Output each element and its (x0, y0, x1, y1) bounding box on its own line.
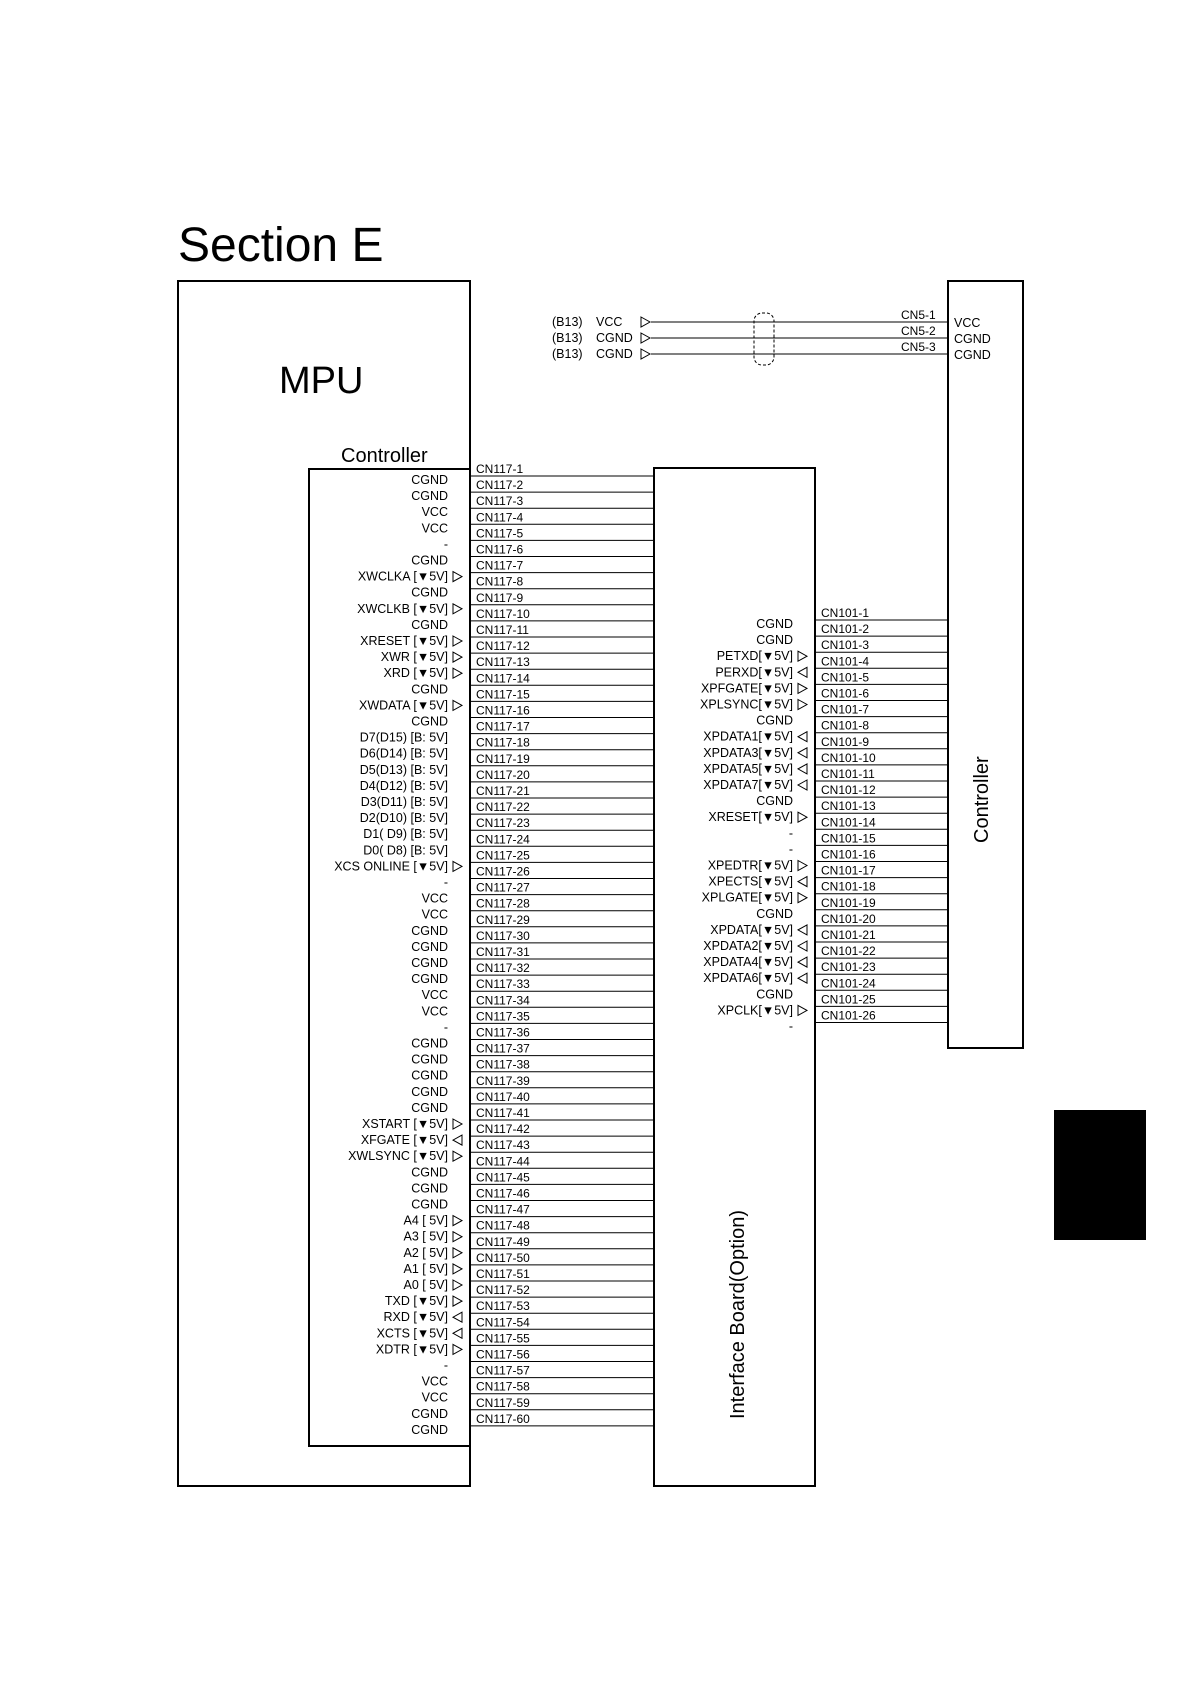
cn101-signal-label: - (788, 826, 793, 841)
cn117-pin-label: CN117-1 (476, 462, 524, 476)
cn117-signal-label: VCC (421, 891, 448, 906)
cn101-pin-label: CN101-13 (821, 799, 876, 814)
cn117-pin-label: CN117-2 (476, 478, 524, 493)
cn101-pin-label: CN101-26 (821, 1008, 876, 1023)
input-arrow-icon (798, 973, 807, 983)
cn117-pin-label: CN117-14 (476, 671, 530, 686)
output-arrow-icon (798, 1005, 807, 1015)
cn101-pin-label: CN101-22 (821, 944, 876, 959)
output-arrow-icon (453, 652, 462, 662)
cn117-pin-label: CN117-19 (476, 751, 530, 766)
cn101-signal-label: CGND (756, 633, 793, 648)
cn117-pin-label: CN117-15 (476, 687, 530, 702)
cn101-signal-label: XPLGATE[▼5V] (701, 890, 793, 905)
cn117-pin-label: CN117-54 (476, 1315, 530, 1330)
cn117-signal-label: XRESET [▼5V] (360, 634, 448, 648)
output-arrow-icon (453, 1248, 462, 1258)
cn117-signal-label: D5(D13) [B: 5V] (359, 762, 448, 777)
cn117-pin-label: CN117-42 (476, 1122, 530, 1137)
cn101-pin-label: CN101-9 (821, 734, 870, 749)
cn117-signal-label: CGND (411, 1197, 448, 1212)
cn117-signal-label: CGND (411, 553, 448, 568)
cn101-signal-label: XPCLK[▼5V] (717, 1003, 793, 1018)
cn117-pin-label: CN117-23 (476, 816, 530, 831)
cn117-pin-label: CN117-39 (476, 1073, 530, 1088)
output-arrow-icon (798, 700, 807, 710)
cn117-signal-label: - (443, 537, 448, 552)
power-dest-label: VCC (954, 316, 981, 330)
cn117-signal-label: A3 [ 5V] (403, 1229, 448, 1244)
cn117-pin-label: CN117-46 (476, 1186, 530, 1201)
cn101-pin-label: CN101-15 (821, 831, 876, 846)
cn117-signal-label: VCC (421, 1004, 448, 1019)
cn117-pin-label: CN117-11 (476, 623, 529, 637)
cn117-signal-label: VCC (421, 988, 448, 1003)
shield-bundle (754, 313, 774, 365)
cn117-pin-label: CN117-29 (476, 912, 530, 927)
cn117-pin-label: CN117-58 (476, 1379, 530, 1394)
cn117-pin-label: CN117-51 (476, 1267, 530, 1281)
cn117-signal-label: CGND (411, 1181, 448, 1196)
cn117-signal-label: CGND (411, 939, 448, 954)
output-arrow-icon (798, 861, 807, 871)
cn117-pin-label: CN117-48 (476, 1218, 530, 1233)
input-arrow-icon (798, 764, 807, 774)
cn101-signal-label: CGND (756, 987, 793, 1002)
cn117-pin-label: CN117-7 (476, 558, 524, 573)
cn117-signal-label: VCC (421, 1374, 448, 1389)
cn101-signal-label: XPDATA7[▼5V] (703, 778, 793, 792)
cn117-pin-label: CN117-25 (476, 848, 530, 863)
cn101-pin-label: CN101-14 (821, 815, 876, 830)
cn101-signal-label: PETXD[▼5V] (716, 649, 793, 664)
cn117-pin-label: CN117-53 (476, 1299, 530, 1314)
cn117-signal-label: - (443, 1020, 448, 1035)
cn117-pin-label: CN117-6 (476, 542, 524, 557)
cn117-signal-label: XWDATA [▼5V] (358, 698, 448, 713)
input-arrow-icon (453, 1328, 462, 1338)
cn101-pin-label: CN101-8 (821, 718, 870, 733)
cn101-pin-label: CN101-12 (821, 783, 876, 798)
cn101-signal-label: XPFGATE[▼5V] (700, 681, 793, 696)
cn117-signal-label: CGND (411, 1036, 448, 1051)
cn101-signal-label: XPEDTR[▼5V] (707, 858, 793, 873)
cn117-signal-label: CGND (411, 1165, 448, 1180)
cn117-pin-label: CN117-52 (476, 1283, 530, 1298)
page-title: Section E (178, 219, 384, 272)
output-arrow-icon (798, 893, 807, 903)
input-arrow-icon (798, 877, 807, 887)
cn117-signal-label: CGND (411, 972, 448, 987)
cn117-signal-label: CGND (411, 1052, 448, 1067)
cn101-pin-label: CN101-16 (821, 847, 876, 862)
cn117-pin-label: CN117-60 (476, 1411, 530, 1426)
cn117-pin-label: CN117-50 (476, 1250, 530, 1265)
cn101-signal-label: - (788, 842, 793, 857)
power-signal-label: CGND (596, 347, 633, 361)
cn117-signal-label: XWR [▼5V] (380, 650, 448, 665)
cn117-signal-label: D1( D9) [B: 5V] (363, 827, 448, 842)
power-ref-label: (B13) (552, 347, 583, 361)
cn117-signal-label: CGND (411, 956, 448, 970)
cn117-signal-label: VCC (421, 907, 448, 922)
cn117-pin-label: CN117-30 (476, 928, 530, 943)
power-pin-label: CN5-1 (901, 308, 936, 322)
cn117-pin-label: CN117-31 (476, 945, 530, 959)
cn117-pin-label: CN117-45 (476, 1170, 530, 1185)
cn101-pin-label: CN101-7 (821, 702, 870, 717)
output-arrow-icon (453, 700, 462, 710)
cn101-pin-label: CN101-17 (821, 863, 876, 878)
cn101-pin-label: CN101-19 (821, 895, 876, 910)
cn101-pin-label: CN101-20 (821, 911, 876, 926)
output-arrow-icon (453, 1119, 462, 1129)
cn117-pin-label: CN117-37 (476, 1041, 530, 1056)
cn117-signal-label: XWLSYNC [▼5V] (348, 1149, 448, 1164)
cn117-signal-label: XWCLKB [▼5V] (357, 601, 448, 616)
cn117-pin-label: CN117-20 (476, 767, 530, 782)
cn117-pin-label: CN117-47 (476, 1202, 530, 1217)
cn101-signal-label: PERXD[▼5V] (715, 665, 793, 680)
cn117-signal-label: CGND (411, 714, 448, 729)
cn117-signal-label: CGND (411, 682, 448, 697)
cn117-pin-label: CN117-3 (476, 494, 524, 509)
cn101-signal-label: CGND (756, 713, 793, 728)
output-arrow-icon (453, 1216, 462, 1226)
cn117-signal-label: CGND (411, 585, 448, 600)
output-arrow-icon (453, 1280, 462, 1290)
cn117-pin-label: CN117-16 (476, 703, 530, 718)
cn101-pin-label: CN101-24 (821, 976, 876, 991)
input-arrow-icon (798, 667, 807, 677)
cn101-pin-label: CN101-10 (821, 750, 876, 765)
cn117-signal-label: A2 [ 5V] (403, 1245, 448, 1260)
power-ref-label: (B13) (552, 315, 583, 329)
cn117-signal-label: TXD [▼5V] (384, 1294, 448, 1309)
cn117-pin-label: CN117-22 (476, 800, 530, 815)
cn117-signal-label: CGND (411, 489, 448, 504)
input-arrow-icon (798, 732, 807, 742)
cn117-signal-label: A4 [ 5V] (403, 1213, 448, 1228)
cn117-pin-label: CN117-40 (476, 1089, 530, 1104)
cn117-signal-label: D7(D15) [B: 5V] (359, 730, 448, 745)
cn117-pin-label: CN117-32 (476, 961, 530, 976)
cn117-signal-label: D0( D8) [B: 5V] (363, 843, 448, 858)
cn101-signal-label: CGND (756, 617, 793, 631)
cn101-signal-label: - (788, 1019, 793, 1034)
cn117-pin-label: CN117-43 (476, 1138, 530, 1153)
cn101-signal-label: XPDATA6[▼5V] (703, 971, 793, 986)
cn117-signal-label: XCS ONLINE [▼5V] (334, 859, 448, 874)
cn117-signal-label: CGND (411, 1084, 448, 1099)
cn117-pin-label: CN117-21 (476, 784, 530, 798)
cn117-pin-label: CN117-55 (476, 1331, 530, 1346)
output-arrow-icon (798, 812, 807, 822)
output-arrow-icon (453, 636, 462, 646)
cn101-signal-label: XPDATA5[▼5V] (703, 761, 793, 776)
cn101-pin-label: CN101-4 (821, 654, 870, 669)
cn117-pin-label: CN117-33 (476, 977, 530, 992)
input-arrow-icon (798, 748, 807, 758)
output-arrow-icon (641, 333, 650, 343)
input-arrow-icon (798, 780, 807, 790)
cn101-signal-label: XPDATA3[▼5V] (703, 745, 793, 760)
cn117-signal-label: CGND (411, 1406, 448, 1421)
cn117-signal-label: VCC (421, 1390, 448, 1405)
cn117-pin-label: CN117-27 (476, 880, 530, 895)
cn101-signal-label: XPECTS[▼5V] (708, 874, 793, 889)
output-arrow-icon (453, 604, 462, 614)
cn101-connector-group (700, 606, 948, 1034)
cn101-pin-label: CN101-5 (821, 670, 870, 685)
cn117-signal-label: CGND (411, 617, 448, 632)
cn101-signal-label: CGND (756, 794, 793, 809)
cn101-signal-label: XPDATA4[▼5V] (703, 955, 793, 970)
output-arrow-icon (798, 651, 807, 661)
output-arrow-icon (453, 861, 462, 871)
cn117-pin-label: CN117-24 (476, 832, 530, 847)
section-tab (1054, 1110, 1146, 1240)
output-arrow-icon (453, 1151, 462, 1161)
cn117-pin-label: CN117-18 (476, 735, 530, 750)
input-arrow-icon (453, 1312, 462, 1322)
output-arrow-icon (453, 1296, 462, 1306)
right-controller-label: Controller (971, 756, 993, 843)
cn117-pin-label: CN117-9 (476, 590, 524, 605)
cn117-signal-label: XFGATE [▼5V] (360, 1133, 448, 1148)
cn117-pin-label: CN117-12 (476, 639, 530, 654)
cn117-signal-label: XWCLKA [▼5V] (357, 569, 448, 584)
power-pin-label: CN5-3 (901, 340, 936, 354)
output-arrow-icon (453, 668, 462, 678)
cn117-pin-label: CN117-49 (476, 1234, 530, 1249)
cn117-pin-label: CN117-5 (476, 526, 524, 541)
cn101-signal-label: XPDATA[▼5V] (710, 922, 793, 937)
input-arrow-icon (798, 957, 807, 967)
cn117-signal-label: XRD [▼5V] (383, 666, 448, 681)
cn117-pin-label: CN117-34 (476, 993, 530, 1008)
input-arrow-icon (453, 1135, 462, 1145)
cn117-signal-label: XDTR [▼5V] (375, 1342, 448, 1357)
cn117-signal-label: CGND (411, 923, 448, 938)
output-arrow-icon (641, 349, 650, 359)
cn117-signal-label: CGND (411, 1100, 448, 1115)
cn101-signal-label: XPLSYNC[▼5V] (700, 697, 793, 712)
power-pin-label: CN5-2 (901, 324, 936, 338)
cn117-signal-label: A0 [ 5V] (403, 1278, 448, 1292)
right-controller-box (948, 281, 1023, 1048)
input-arrow-icon (798, 941, 807, 951)
input-arrow-icon (798, 925, 807, 935)
cn117-signal-label: D6(D14) [B: 5V] (359, 746, 448, 761)
power-signal-label: VCC (596, 315, 623, 329)
cn101-pin-label: CN101-25 (821, 992, 876, 1007)
cn117-pin-label: CN117-8 (476, 574, 524, 589)
cn101-pin-label: CN101-3 (821, 638, 870, 653)
interface-board-label: Interface Board(Option) (727, 1210, 749, 1419)
cn101-signal-label: XPDATA2[▼5V] (703, 939, 793, 953)
output-arrow-icon (798, 683, 807, 693)
cn117-pin-label: CN117-59 (476, 1395, 530, 1410)
cn117-signal-label: VCC (421, 505, 448, 520)
cn117-signal-label: D3(D11) [B: 5V] (360, 795, 448, 809)
cn117-signal-label: XCTS [▼5V] (376, 1326, 448, 1341)
cn117-pin-label: CN117-10 (476, 606, 530, 621)
cn117-connector-group (334, 462, 654, 1437)
mpu-label: MPU (279, 360, 364, 402)
cn101-signal-label: XRESET[▼5V] (708, 810, 793, 825)
cn117-signal-label: A1 [ 5V] (403, 1261, 448, 1276)
cn117-signal-label: RXD [▼5V] (383, 1310, 448, 1325)
cn101-pin-label: CN101-18 (821, 879, 876, 894)
cn101-pin-label: CN101-11 (821, 767, 875, 781)
cn101-pin-label: CN101-21 (821, 928, 876, 942)
cn117-signal-label: CGND (411, 473, 448, 487)
cn117-pin-label: CN117-41 (476, 1106, 530, 1120)
output-arrow-icon (453, 1232, 462, 1242)
cn117-pin-label: CN117-35 (476, 1009, 530, 1024)
power-connection-group (552, 308, 991, 362)
output-arrow-icon (453, 572, 462, 582)
cn117-pin-label: CN117-4 (476, 510, 524, 525)
cn101-pin-label: CN101-1 (821, 606, 870, 620)
cn117-signal-label: CGND (411, 1068, 448, 1083)
output-arrow-icon (641, 317, 650, 327)
cn117-signal-label: VCC (421, 521, 448, 536)
cn117-pin-label: CN117-13 (476, 655, 530, 670)
cn117-signal-label: D2(D10) [B: 5V] (359, 811, 448, 826)
cn101-pin-label: CN101-6 (821, 686, 870, 701)
cn117-pin-label: CN117-26 (476, 864, 530, 879)
power-ref-label: (B13) (552, 331, 583, 345)
cn101-signal-label: CGND (756, 906, 793, 921)
output-arrow-icon (453, 1344, 462, 1354)
cn117-signal-label: D4(D12) [B: 5V] (359, 778, 448, 793)
power-dest-label: CGND (954, 348, 991, 362)
cn117-signal-label: - (443, 1358, 448, 1373)
mpu-controller-label: Controller (341, 445, 428, 467)
cn101-signal-label: XPDATA1[▼5V] (703, 729, 793, 744)
cn117-pin-label: CN117-36 (476, 1025, 530, 1040)
output-arrow-icon (453, 1264, 462, 1274)
cn117-signal-label: CGND (411, 1422, 448, 1437)
power-signal-label: CGND (596, 331, 633, 345)
power-dest-label: CGND (954, 332, 991, 346)
cn117-pin-label: CN117-56 (476, 1347, 530, 1362)
cn101-pin-label: CN101-23 (821, 960, 876, 975)
cn117-signal-label: - (443, 875, 448, 890)
cn117-pin-label: CN117-44 (476, 1154, 530, 1169)
cn117-pin-label: CN117-28 (476, 896, 530, 911)
cn117-pin-label: CN117-57 (476, 1363, 530, 1378)
cn117-pin-label: CN117-17 (476, 719, 530, 734)
cn101-pin-label: CN101-2 (821, 622, 870, 637)
cn117-signal-label: XSTART [▼5V] (361, 1117, 448, 1131)
cn117-pin-label: CN117-38 (476, 1057, 530, 1072)
